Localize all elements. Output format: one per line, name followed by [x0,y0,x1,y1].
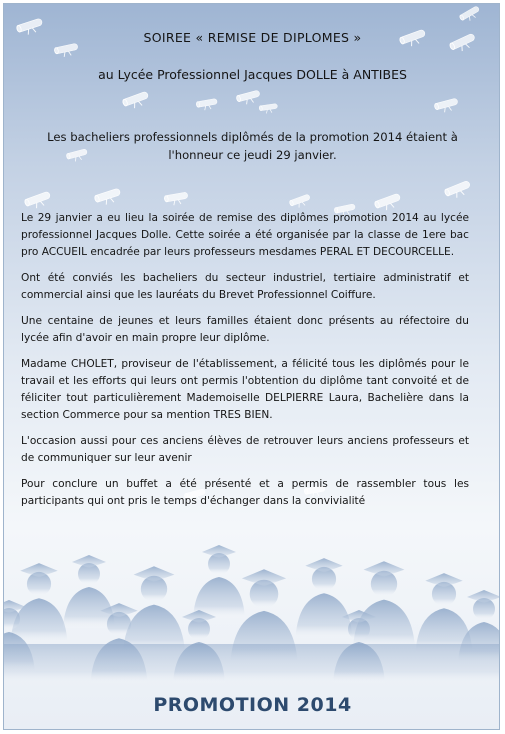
paragraph: Ont été conviés les bacheliers du secteur industriel, tertiaire administratif et commercial ainsi que les lauréats du Brevet Professionnel Coiffure. [21,272,469,301]
article-body [21,210,469,519]
paragraph: Pour conclure un buffet a été présenté et a permis de rassembler tous les participants qui ont pris le temps d'échanger dans la convivialité [21,478,469,507]
promotion-banner: PROMOTION 2014 [153,694,352,716]
paragraph: Une centaine de jeunes et leurs familles étaient donc présents au réfectoire du lycée afin d'avoir en main propre leur diplôme. [21,315,469,344]
event-location: au Lycée Professionnel Jacques DOLLE à ANTIBES [98,67,407,82]
paragraph: L'occasion aussi pour ces anciens élèves de retrouver leurs anciens professeurs et de communiquer sur leur avenir [21,435,469,464]
intro-paragraph: Les bacheliers professionnels diplômés de la promotion 2014 étaient à l'honneur ce jeudi 29 janvier. [47,130,458,162]
graduate-silhouettes-illustration [4,545,500,685]
event-title: SOIREE « REMISE DE DIPLOMES » [143,30,362,45]
paragraph: Le 29 janvier a eu lieu la soirée de remise des diplômes promotion 2014 au lycée professionnel Jacques Dolle. Cette soirée a été organisée par la classe de 1ere bac pro ACCUEIL encadrée par leurs professeurs mesdames PERAL ET DECOURCELLE. [21,212,469,258]
flyer-page [3,3,500,730]
paragraph: Madame CHOLET, proviseur de l'établissement, a félicité tous les diplômés pour le travail et les efforts qui leurs ont permis l'obtention du diplôme tant convoité et de féliciter tout particulièrement Mademoiselle DELPIERRE Laura, Bachelière dans la section Commerce pour sa mention TRES BIEN. [21,358,469,421]
